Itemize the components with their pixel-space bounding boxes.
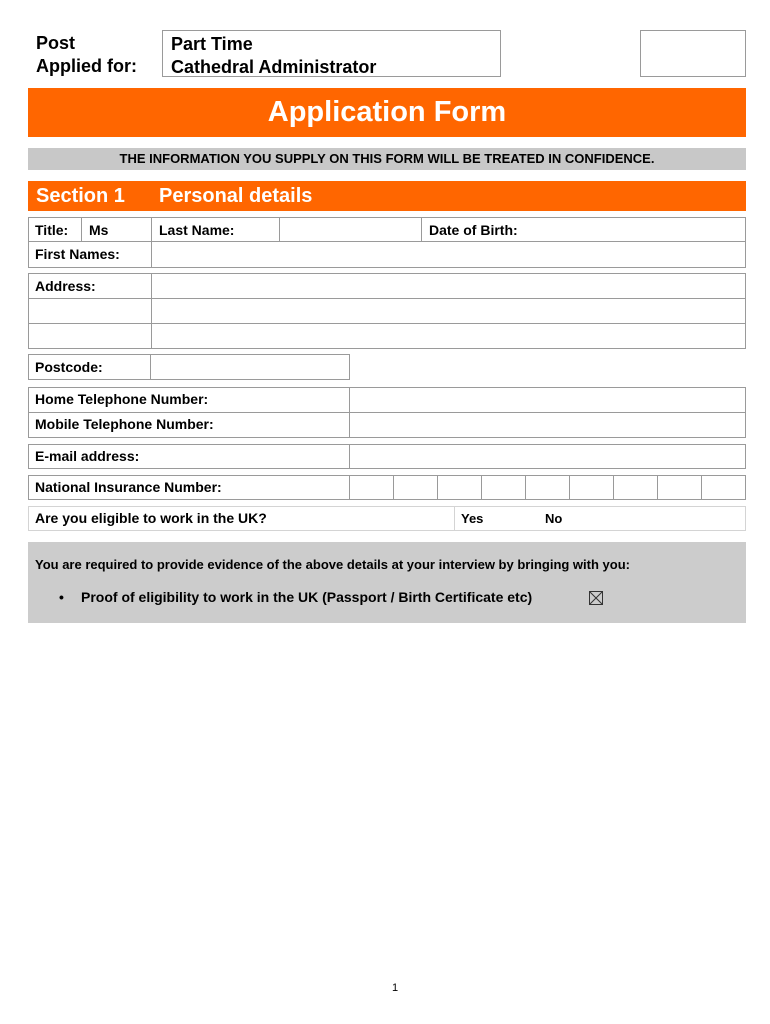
address-blank-cell	[28, 323, 152, 349]
mobile-phone-label: Mobile Telephone Number:	[35, 416, 214, 432]
ni-box-1[interactable]	[349, 475, 394, 500]
section-number: Section 1	[36, 185, 125, 207]
ni-label: National Insurance Number:	[35, 479, 222, 495]
post-label	[36, 32, 137, 78]
dob-label: Date of Birth:	[429, 222, 518, 238]
section-title: Personal details	[159, 185, 313, 207]
email-label: E-mail address:	[35, 448, 140, 464]
first-names-label: First Names:	[35, 246, 120, 262]
post-value-line1: Part Time	[171, 34, 253, 54]
ni-box-6[interactable]	[569, 475, 614, 500]
bullet-point: •	[59, 589, 64, 605]
checkbox-cross-icon	[590, 592, 602, 604]
section-header	[28, 181, 746, 211]
ni-box-7[interactable]	[613, 475, 658, 500]
address-blank-cell	[28, 298, 152, 324]
page-number: 1	[392, 982, 399, 994]
post-label-line1: Post	[36, 33, 76, 53]
last-name-label: Last Name:	[159, 222, 235, 238]
eligible-label: Are you eligible to work in the UK?	[35, 510, 267, 526]
ni-box-5[interactable]	[525, 475, 570, 500]
reference-box[interactable]	[640, 30, 746, 77]
eligible-no-option[interactable]: No	[545, 511, 563, 526]
mobile-phone-input[interactable]	[349, 412, 746, 438]
ni-box-4[interactable]	[481, 475, 526, 500]
address-input-line2[interactable]	[151, 298, 746, 324]
title-value: Ms	[89, 222, 109, 238]
ni-box-2[interactable]	[393, 475, 438, 500]
post-applied-box[interactable]	[162, 30, 501, 77]
confidence-notice	[28, 148, 746, 170]
home-phone-label: Home Telephone Number:	[35, 391, 209, 407]
post-label-line2: Applied for:	[36, 56, 137, 76]
postcode-input[interactable]	[150, 354, 350, 380]
address-input-line3[interactable]	[151, 323, 746, 349]
eligible-options-cell	[454, 506, 746, 531]
address-input-line1[interactable]	[151, 273, 746, 299]
evidence-panel	[28, 542, 746, 623]
address-label: Address:	[35, 278, 96, 294]
confidence-notice-text: THE INFORMATION YOU SUPPLY ON THIS FORM WILL BE TREATED IN CONFIDENCE.	[119, 151, 655, 166]
last-name-input[interactable]	[279, 217, 422, 242]
home-phone-input[interactable]	[349, 387, 746, 413]
ni-box-3[interactable]	[437, 475, 482, 500]
email-input[interactable]	[349, 444, 746, 469]
title-label: Title:	[35, 222, 69, 238]
evidence-intro: You are required to provide evidence of the above details at your interview by bringing with you:	[35, 557, 630, 572]
post-value-line2: Cathedral Administrator	[171, 57, 377, 77]
postcode-label: Postcode:	[35, 359, 103, 375]
evidence-bullet-text: Proof of eligibility to work in the UK (Passport / Birth Certificate etc)	[81, 589, 533, 605]
evidence-checkbox[interactable]	[589, 591, 603, 605]
first-names-input[interactable]	[151, 241, 746, 268]
ni-box-8[interactable]	[657, 475, 702, 500]
ni-box-9[interactable]	[701, 475, 746, 500]
eligible-yes-option[interactable]: Yes	[461, 511, 484, 526]
page-title: Application Form	[267, 96, 507, 128]
application-form-banner	[28, 88, 746, 137]
